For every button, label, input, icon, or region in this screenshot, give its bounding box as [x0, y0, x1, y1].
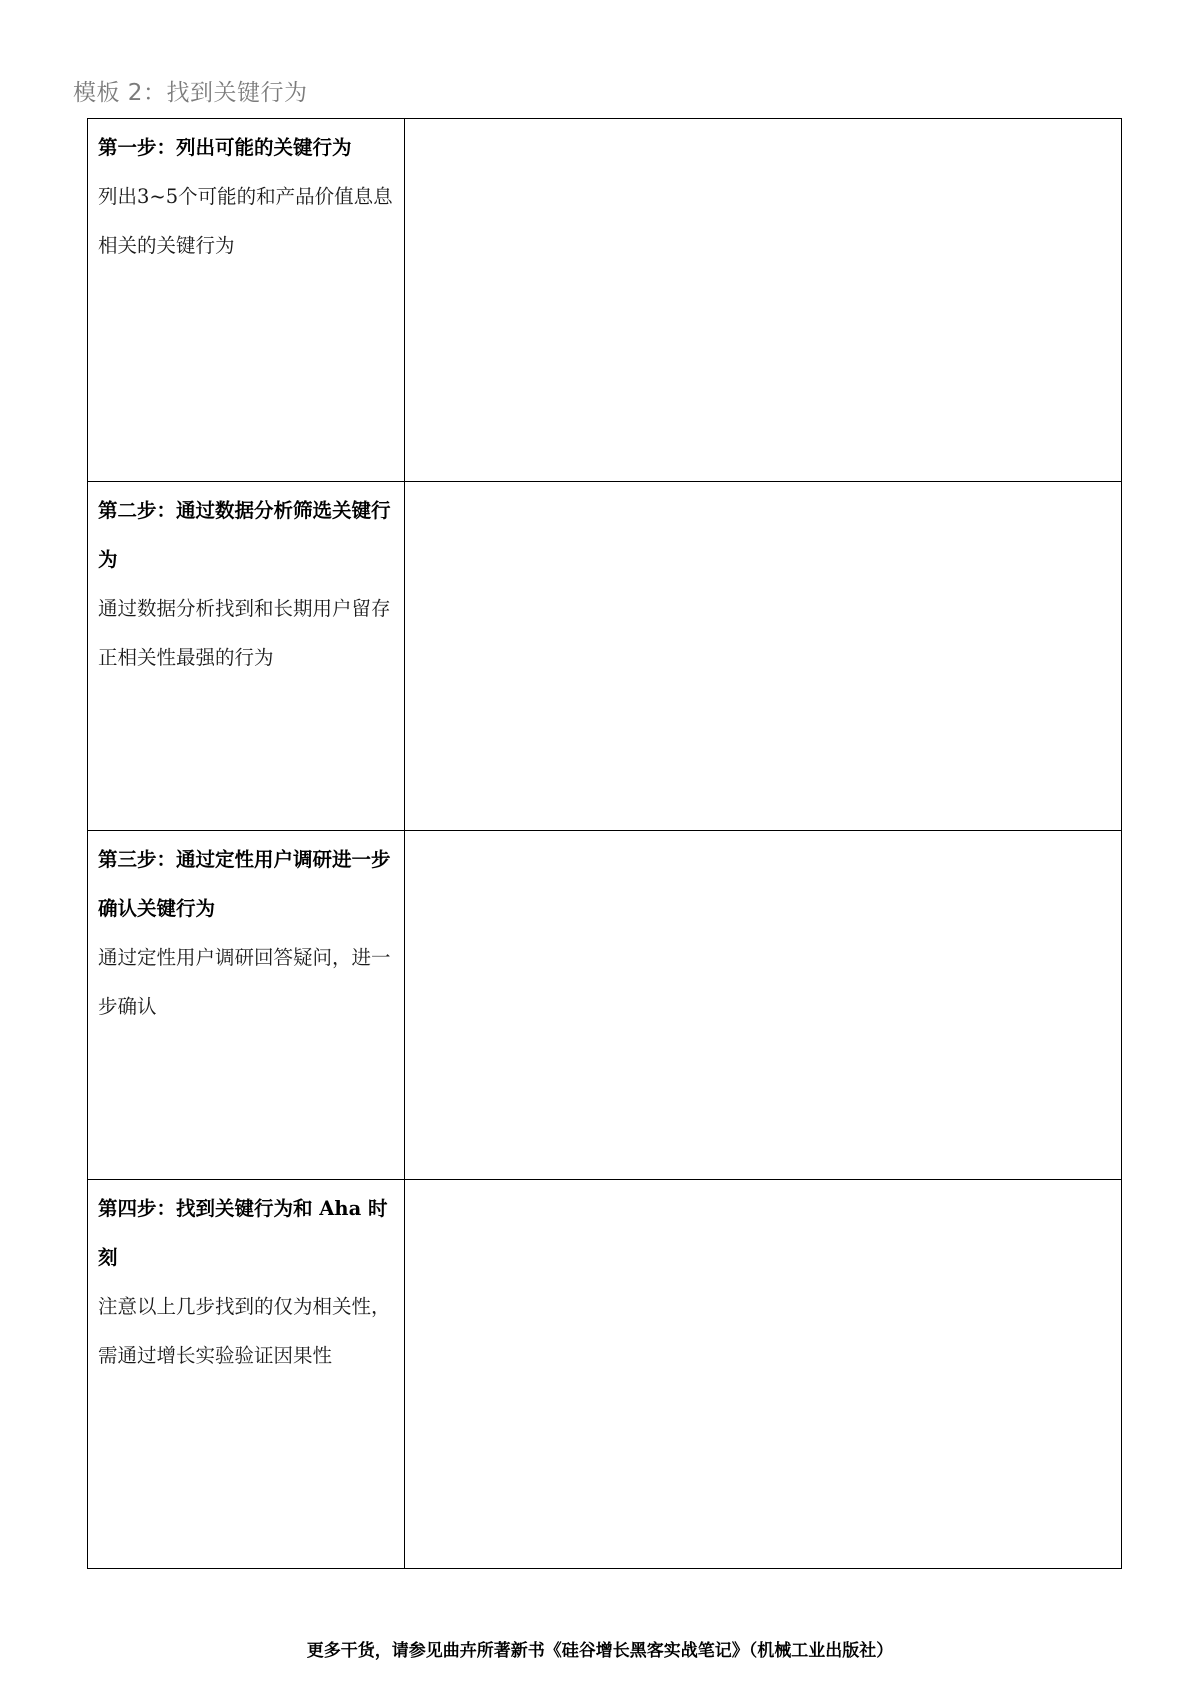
- step-3-description: 通过定性用户调研回答疑问，进一步确认: [98, 946, 391, 1018]
- step-1-title: 第一步：列出可能的关键行为: [98, 136, 352, 159]
- step-3-cell: [88, 831, 405, 1180]
- step-1-description: 列出3~5个可能的和产品价值息息相关的关键行为: [98, 185, 393, 257]
- table-row: [88, 119, 1122, 482]
- table-row: [88, 482, 1122, 831]
- step-2-description: 通过数据分析找到和长期用户留存正相关性最强的行为: [98, 597, 391, 669]
- step-4-title: 第四步：找到关键行为和 Aha 时刻: [98, 1197, 388, 1269]
- footer-note: 更多干货，请参见曲卉所著新书《硅谷增长黑客实战笔记》（机械工业出版社）: [306, 1641, 894, 1661]
- step-2-title: 第二步：通过数据分析筛选关键行为: [98, 499, 391, 571]
- step-3-answer-cell[interactable]: [405, 831, 1122, 1180]
- step-4-description: 注意以上几步找到的仅为相关性，需通过增长实验验证因果性: [98, 1295, 391, 1367]
- page-title: 模板 2：找到关键行为: [73, 80, 308, 106]
- step-2-cell: [88, 482, 405, 831]
- step-3-title: 第三步：通过定性用户调研进一步确认关键行为: [98, 848, 391, 920]
- step-2-answer-cell[interactable]: [405, 482, 1122, 831]
- step-1-cell: [88, 119, 405, 482]
- key-behavior-template-table: [87, 118, 1122, 1569]
- step-4-answer-cell[interactable]: [405, 1180, 1122, 1569]
- step-4-cell: [88, 1180, 405, 1569]
- table-row: [88, 1180, 1122, 1569]
- step-1-answer-cell[interactable]: [405, 119, 1122, 482]
- table-row: [88, 831, 1122, 1180]
